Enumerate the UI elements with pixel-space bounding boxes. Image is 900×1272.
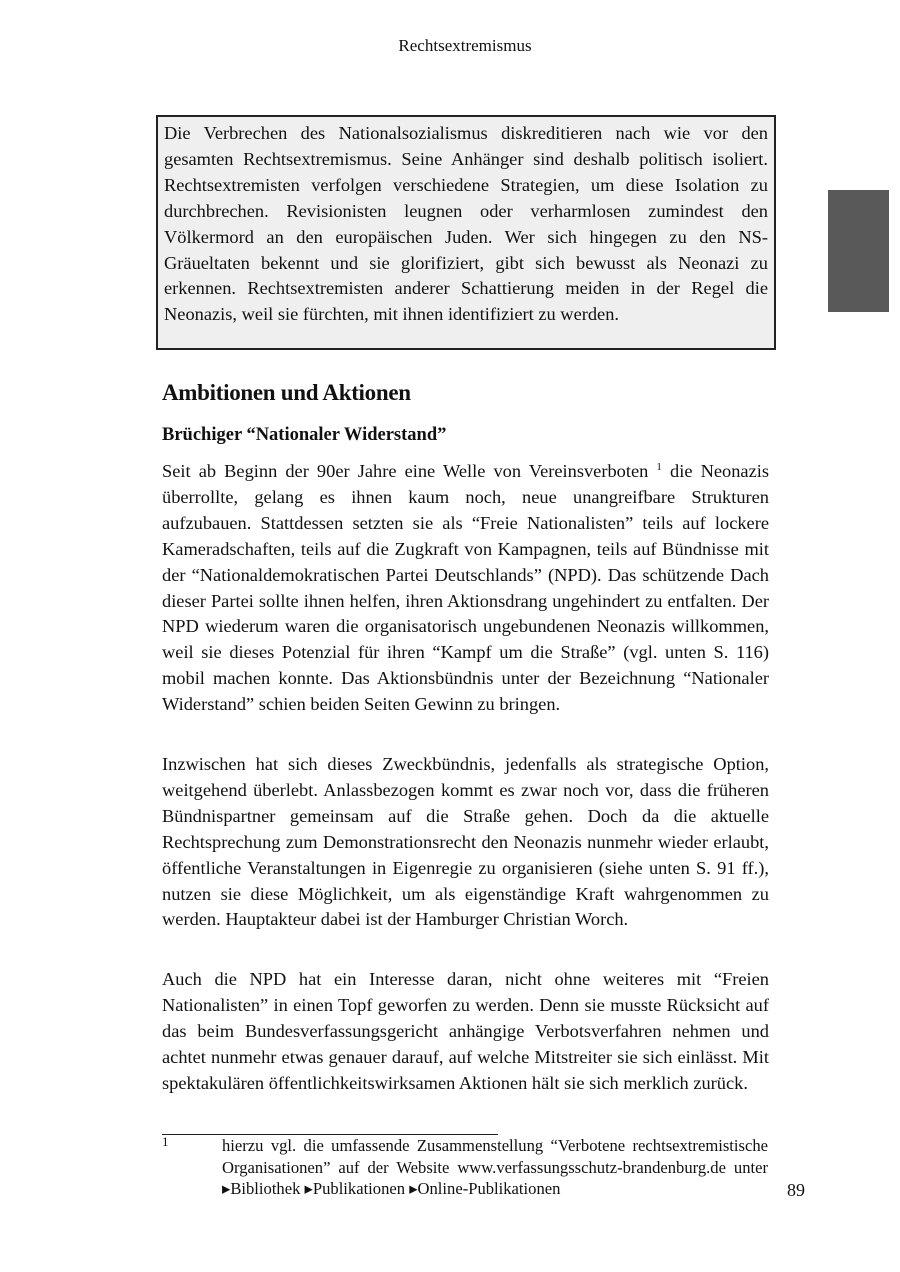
footnote-reference[interactable]: 1 [656,460,662,473]
summary-box: Die Verbrechen des Nationalsozialismus diskreditieren nach wie vor den gesamten Rechtsextremismus. Seine Anhänger sind deshalb politisch isoliert. Rechtsextremisten verfolgen verschiedene Strategien, um diese Isolation zu durchbrechen. Revisionisten leugnen oder verharmlosen zumindest den Völkermord an den europäischen Juden. Wer sich hingegen zu den NS-Gräueltaten bekennt und sie glorifiziert, gibt sich bewusst als Neonazi zu erkennen. Rechtsextremisten anderer Schattierung meiden in der Regel die Neonazis, weil sie fürchten, mit ihnen identifiziert zu werden. [156,115,776,350]
footnote-number: 1 [162,1134,169,1149]
body-paragraph-3: Auch die NPD hat ein Interesse daran, nicht ohne weiteres mit “Freien Nationalisten” in einen Topf geworfen zu werden. Denn sie musste Rücksicht auf das beim Bundesverfassungsgericht anhängige Verbotsverfahren nehmen und achtet nunmehr etwas genauer darauf, auf welche Mitstreiter sie sich einlässt. Mit spektakulären öffentlichkeitswirksamen Aktionen hält sie sich merklich zurück. [162,969,769,1093]
body-paragraph-2: Inzwischen hat sich dieses Zweckbündnis, jedenfalls als strategische Option, weitgehend überlebt. Anlassbezogen kommt es zwar noch vor, dass die früheren Bündnispartner gemeinsam auf die Straße gehen. Doch da die aktuelle Rechtsprechung zum Demonstrationsrecht den Neonazis nunmehr wieder erlaubt, öffentliche Veranstaltungen in Eigenregie zu organisieren (siehe unten S. 91 ff.), nutzen sie diese Möglichkeit, um als eigenständige Kraft wahrgenommen zu werden. Hauptakteur dabei ist der Hamburger Christian Worch. [162,754,769,930]
subsection-heading: Brüchiger “Nationaler Widerstand” [162,425,447,445]
running-header: Rechtsextremismus [398,36,532,55]
section-heading: Ambitionen und Aktionen [162,380,411,405]
footnote-text: hierzu vgl. die umfassende Zusammenstellung “Verbotene rechtsextremistische Organisationen” auf der Website www.verfassungsschutz-brandenburg.de unter ▸Bibliothek ▸Publikationen ▸Online-Publikationen [222,1136,768,1199]
body-paragraph-1 [162,459,769,718]
page-number: 89 [787,1180,805,1200]
chapter-thumb-tab [828,190,889,312]
paragraph-text-rest: die Neonazis überrollte, gelang es ihnen kaum noch, neue unangreifbare Strukturen aufzubauen. Stattdessen setzten sie als “Freie Nationalisten” teils auf lockere Kameradschaften, teils auf die Zugkraft von Kampagnen, teils auf Bündnisse mit der “Nationaldemokratischen Partei Deutschlands” (NPD). Das schützende Dach dieser Partei sollte ihnen helfen, ihren Aktionsdrang ungehindert zu entfalten. Der NPD wiederum waren die organisatorisch ungebundenen Neonazis willkommen, weil sie dieses Potenzial für ihren “Kampf um die Straße” (vgl. unten S. 116) mobil machen konnte. Das Aktionsbündnis unter der Bezeichnung “Nationaler Widerstand” schien beiden Seiten Gewinn zu bringen. [162,461,769,715]
paragraph-text-start: Seit ab Beginn der 90er Jahre eine Welle von Vereinsverboten [162,461,649,481]
